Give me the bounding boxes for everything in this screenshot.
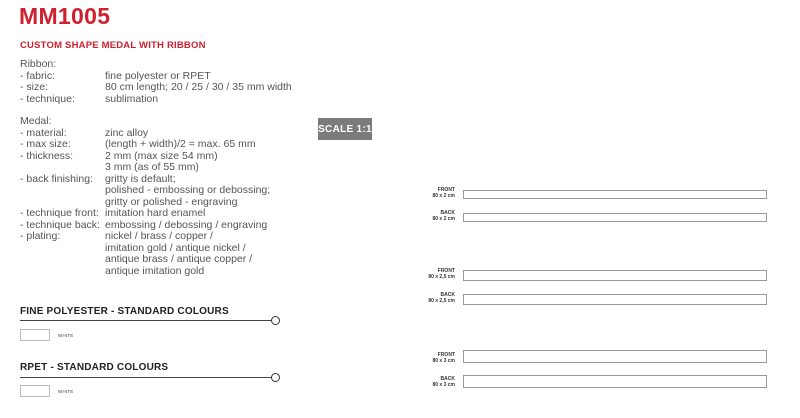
strip-side: FRONT [437,352,455,358]
swatch-label: WHITE [58,389,74,394]
strip-size: 80 x 2 cm [432,193,455,199]
strip-label [395,210,455,222]
spec-key: - thickness: [20,149,74,162]
ribbon-specs [20,59,292,105]
strip-side: BACK [440,376,455,382]
spec-value: 80 cm length; 20 / 25 / 30 / 35 mm width [105,81,292,93]
spec-line: 2 mm (max size 54 mm) [105,149,218,162]
strip-side: BACK [440,210,455,216]
spec-line: gritty or polished - engraving [105,195,238,208]
strip-size: 80 x 2 cm [432,216,455,222]
spec-line: 3 mm (as of 55 mm) [105,161,199,173]
colour-slider-track[interactable] [20,377,272,378]
spec-row [20,208,270,220]
strip-label [395,376,455,388]
rpet-colour-section [20,362,280,402]
spec-key: - technique back: [20,218,100,231]
spec-value: zinc alloy [105,126,149,139]
ribbon-strip-back-3cm [463,375,767,388]
spec-row [20,139,270,151]
colour-swatch-white[interactable] [20,329,50,341]
ribbon-strip-front-2cm [463,190,767,199]
ribbon-strip-back-2-5cm [463,294,767,305]
spec-row [20,174,270,209]
swatch-label: WHITE [58,333,74,338]
spec-key: - fabric: [20,69,56,82]
ribbon-strip-front-2-5cm [463,270,767,281]
spec-value: imitation hard enamel [105,207,206,219]
spec-key: - material: [20,126,67,139]
polyester-colours-heading: FINE POLYESTER - STANDARD COLOURS [20,306,229,317]
strip-label [395,268,455,280]
scale-badge: SCALE 1:1 [318,118,372,140]
spec-value: sublimation [105,92,159,105]
spec-line: imitation gold / antique nickel / [105,241,246,254]
spec-value: (length + width)/2 = max. 65 mm [105,138,256,150]
spec-row [20,231,270,277]
strip-label [395,187,455,199]
ribbon-strip-back-2cm [463,213,767,222]
spec-value: fine polyester or RPET [105,69,211,82]
strip-side: FRONT [437,187,455,193]
spec-value [105,231,252,277]
spec-key: - plating: [20,230,61,242]
ribbon-heading: Ribbon: [20,58,57,70]
spec-key: - max size: [20,138,71,150]
polyester-colour-section [20,306,280,346]
medal-specs [20,116,270,277]
spec-line: antique imitation gold [105,264,205,277]
product-subtitle: CUSTOM SHAPE MEDAL WITH RIBBON [20,40,206,51]
strip-size: 80 x 3 cm [432,358,455,364]
strip-size: 80 x 2,5 cm [428,298,455,304]
spec-row [20,151,270,174]
spec-line: gritty is default; [105,172,176,185]
ribbon-strip-front-3cm [463,350,767,363]
colour-slider-handle[interactable] [271,373,280,382]
colour-slider-handle[interactable] [271,316,280,325]
spec-value [105,151,218,174]
spec-line: nickel / brass / copper / [105,230,213,242]
strip-size: 80 x 3 cm [432,382,455,388]
spec-line: polished - embossing or debossing; [105,184,271,196]
spec-value: embossing / debossing / engraving [105,218,268,231]
strip-side: FRONT [437,268,455,274]
strip-side: BACK [440,292,455,298]
spec-key: - back finishing: [20,172,93,185]
spec-key: - technique: [20,92,75,105]
rpet-colours-heading: RPET - STANDARD COLOURS [20,362,169,373]
spec-value [105,174,270,209]
strip-label [395,352,455,364]
strip-size: 80 x 2,5 cm [428,274,455,280]
spec-row [20,94,292,106]
colour-slider-track[interactable] [20,320,272,321]
spec-key: - technique front: [20,207,99,219]
spec-key: - size: [20,81,49,93]
spec-row [20,82,292,94]
strip-label [395,292,455,304]
colour-swatch-white[interactable] [20,385,50,397]
spec-line: antique brass / antique copper / [105,253,253,265]
medal-heading: Medal: [20,115,52,127]
product-code: MM1005 [19,3,111,29]
